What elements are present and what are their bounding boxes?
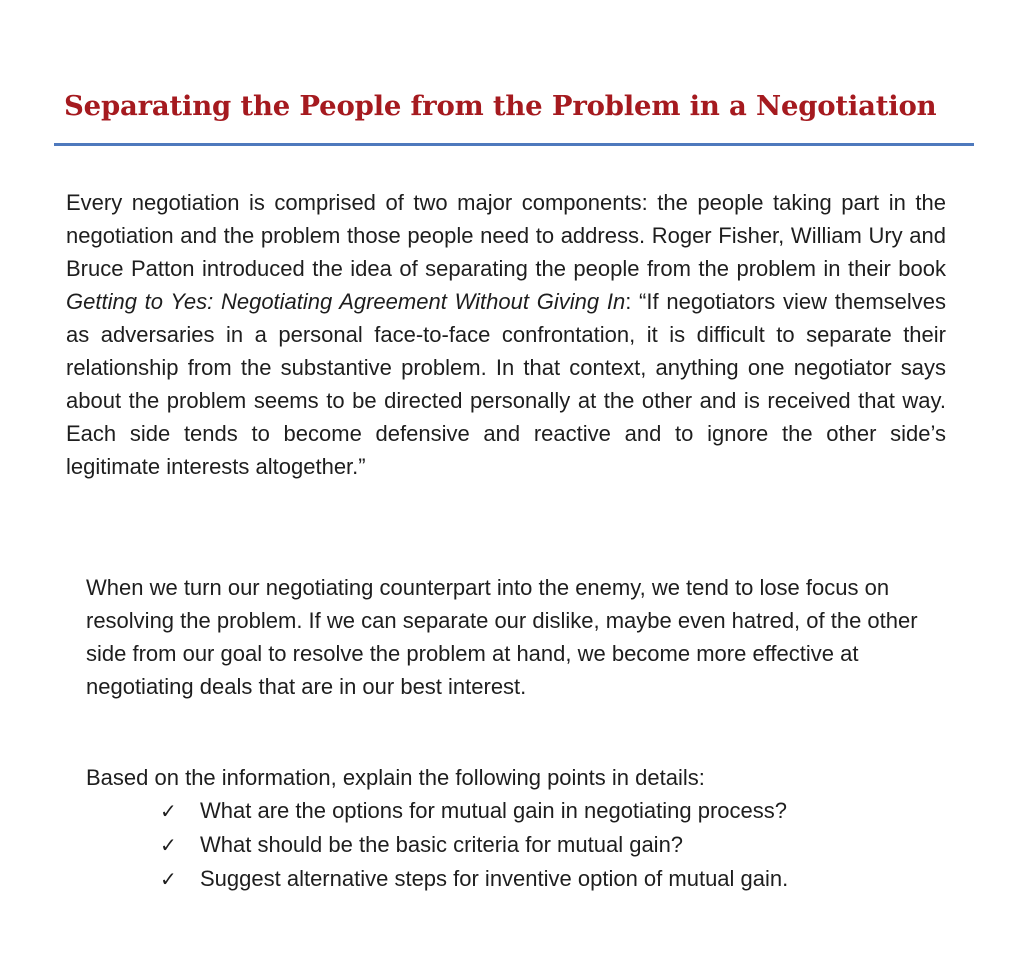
question-item	[160, 828, 788, 862]
question-text: What should be the basic criteria for mutual gain?	[200, 832, 684, 857]
checkmark-icon: ✓	[160, 867, 177, 891]
checkmark-icon: ✓	[160, 799, 177, 823]
title-underline-divider	[54, 143, 974, 146]
question-list	[160, 794, 788, 896]
question-text: What are the options for mutual gain in negotiating process?	[200, 798, 788, 823]
question-text: Suggest alternative steps for inventive option of mutual gain.	[200, 866, 789, 891]
question-prompt: Based on the information, explain the following points in details:	[86, 765, 705, 790]
intro-quote-text: : “If negotiators view themselves as adversaries in a personal face-to-face confrontation, it is difficult to separate their relationship from the substantive problem. In that context, anything one negotiator says about the problem seems to be directed personally at the other and is received that way. Each side tends to become defensive and reactive and to ignore the other side’s legitimate interests altogether.”	[66, 289, 947, 479]
enemy-paragraph: When we turn our negotiating counterpart into the enemy, we tend to lose focus on resolving the problem. If we can separate our dislike, maybe even hatred, of the other side from our goal to resolve the problem at hand, we become more effective at negotiating deals that are in our best interest.	[86, 575, 918, 699]
book-title: Getting to Yes: Negotiating Agreement Without Giving In	[66, 289, 626, 314]
intro-paragraph	[66, 186, 946, 483]
checkmark-icon: ✓	[160, 833, 177, 857]
question-item	[160, 862, 788, 896]
page-title: Separating the People from the Problem in a Negotiation	[64, 90, 937, 122]
intro-text-start: Every negotiation is comprised of two major components: the people taking part in the negotiation and the problem those people need to address. Roger Fisher, William Ury and Bruce Patton introduced the idea of separating the people from the problem in their book	[66, 190, 946, 281]
question-item	[160, 794, 788, 828]
